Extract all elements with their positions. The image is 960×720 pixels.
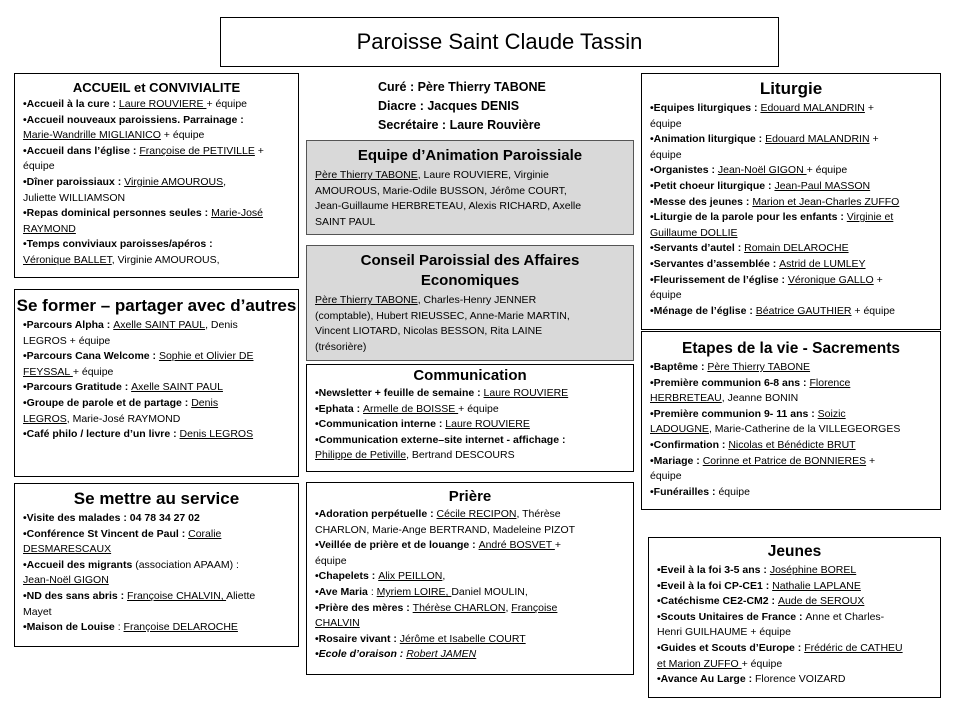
list-line bbox=[315, 402, 625, 418]
list-line bbox=[23, 253, 290, 269]
role-label: •Accueil dans l’église : bbox=[23, 144, 140, 157]
role-label: •Messe des jeunes : bbox=[650, 195, 753, 208]
list-line bbox=[315, 215, 625, 231]
person-name: Armelle de BOISSE bbox=[363, 402, 459, 415]
list-line bbox=[657, 641, 932, 657]
person-name: Sophie et Olivier DE bbox=[158, 350, 254, 363]
list-line bbox=[23, 542, 290, 558]
person-name: Denis bbox=[191, 396, 219, 409]
list-line bbox=[315, 340, 625, 356]
list-line bbox=[650, 454, 932, 470]
list-line bbox=[315, 585, 625, 601]
line-text: Mayet bbox=[23, 605, 52, 618]
list-line bbox=[23, 349, 290, 365]
role-label: •Parcours Gratitude : bbox=[23, 381, 132, 394]
person-name: Nicolas et Bénédicte BRUT bbox=[728, 438, 856, 451]
person-name: Virginie AMOUROUS bbox=[124, 175, 224, 188]
list-line bbox=[23, 222, 290, 238]
section-title: Equipe d’Animation Paroissiale bbox=[357, 147, 583, 164]
section-lines bbox=[657, 563, 932, 688]
line-text: équipe bbox=[650, 117, 682, 130]
role-label: •Repas dominical personnes seules : bbox=[23, 207, 212, 220]
section-title: Se former – partager avec d’autres bbox=[16, 296, 297, 315]
section-eap bbox=[306, 140, 634, 235]
person-name: Véronique GALLO bbox=[787, 273, 874, 286]
role-label: •Visite des malades : 04 78 34 27 02 bbox=[23, 512, 200, 524]
clergy-secretaire: Secrétaire : Laure Rouvière bbox=[378, 118, 541, 132]
line-text: équipe bbox=[23, 160, 55, 173]
line-text: Aliette bbox=[226, 589, 256, 602]
role-label: •Mariage : bbox=[650, 454, 703, 467]
person-name: Laure ROUVIERE bbox=[483, 387, 569, 399]
list-line bbox=[315, 293, 625, 309]
role-label: •Communication externe–site internet - affichage : bbox=[315, 433, 566, 446]
section-lines bbox=[23, 97, 290, 269]
section-title: Jeunes bbox=[767, 543, 822, 560]
page-title: Paroisse Saint Claude Tassin bbox=[356, 29, 643, 54]
list-line bbox=[23, 427, 290, 443]
section-etapes bbox=[641, 331, 941, 510]
line-text: + équipe bbox=[741, 657, 783, 670]
role-label: •Eveil à la foi CP-CE1 : bbox=[657, 579, 773, 592]
line-text: Juliette WILLIAMSON bbox=[23, 191, 126, 204]
section-title-line2: Economiques bbox=[420, 272, 520, 289]
role-label: •Rosaire vivant : bbox=[315, 632, 400, 645]
list-line bbox=[23, 237, 290, 253]
list-line bbox=[23, 380, 290, 396]
section-communication bbox=[306, 364, 634, 472]
list-line bbox=[650, 226, 932, 242]
list-line bbox=[650, 391, 932, 407]
person-name: Guillaume DOLLIE bbox=[650, 226, 738, 239]
role-label: •Catéchisme CE2-CM2 : bbox=[657, 595, 778, 608]
section-title: Liturgie bbox=[759, 79, 823, 98]
list-line bbox=[650, 438, 932, 454]
section-lines bbox=[315, 293, 625, 355]
person-name: Romain DELAROCHE bbox=[744, 242, 849, 255]
list-line bbox=[650, 132, 932, 148]
person-name: Françoise CHALVIN, bbox=[127, 589, 227, 602]
line-text: Anne et Charles- bbox=[805, 610, 885, 623]
role-label: •Ecole d’oraison : bbox=[315, 648, 407, 661]
person-name: Denis LEGROS bbox=[179, 428, 254, 441]
list-line bbox=[315, 616, 625, 632]
person-name: Marie-José bbox=[211, 207, 264, 220]
list-line bbox=[657, 563, 932, 579]
list-line bbox=[650, 257, 932, 273]
person-name: HERBRETEAU bbox=[650, 392, 722, 405]
list-line bbox=[650, 148, 932, 164]
line-text: + équipe bbox=[72, 365, 114, 378]
line-text: équipe bbox=[718, 485, 750, 498]
line-text: + bbox=[873, 273, 883, 286]
section-jeunes bbox=[648, 537, 941, 698]
clergy-diacre: Diacre : Jacques DENIS bbox=[378, 99, 520, 113]
line-text: , Laure ROUVIERE, Virginie bbox=[417, 169, 549, 181]
person-name: Edouard MALANDRIN bbox=[760, 102, 865, 114]
list-line bbox=[23, 620, 290, 636]
person-name: Virginie et bbox=[846, 211, 894, 224]
person-name: LEGROS bbox=[23, 412, 67, 425]
section-lines bbox=[315, 386, 625, 464]
line-text: : bbox=[370, 585, 377, 598]
list-line bbox=[315, 448, 625, 464]
line-text: , Marie-José RAYMOND bbox=[66, 412, 181, 425]
list-line bbox=[23, 159, 290, 175]
person-name: FEYSSAL bbox=[23, 365, 73, 378]
role-label: •Liturgie de la parole pour les enfants : bbox=[650, 211, 847, 224]
list-line bbox=[657, 657, 932, 673]
list-line bbox=[23, 605, 290, 621]
clergy-cure: Curé : Père Thierry TABONE bbox=[378, 80, 546, 94]
person-name: Jean-Noël GIGON bbox=[23, 574, 109, 587]
role-label: •Funérailles : bbox=[650, 485, 719, 498]
line-text: , Jeanne BONIN bbox=[721, 392, 799, 405]
list-line bbox=[650, 241, 932, 257]
person-name: Nathalie LAPLANE bbox=[772, 579, 861, 592]
line-text: équipe bbox=[315, 554, 347, 567]
role-label: •Ménage de l’église : bbox=[650, 304, 756, 317]
line-text: Florence VOIZARD bbox=[755, 673, 846, 686]
section-lines bbox=[23, 511, 290, 636]
line-text: , Virginie AMOUROUS, bbox=[111, 253, 220, 266]
role-label: •Adoration perpétuelle : bbox=[315, 508, 437, 520]
list-line bbox=[650, 101, 932, 117]
list-line bbox=[23, 573, 290, 589]
list-line bbox=[650, 195, 932, 211]
person-name: Père Thierry TABONE bbox=[707, 361, 811, 373]
list-line bbox=[315, 184, 625, 200]
person-name: Cécile RECIPON bbox=[436, 508, 517, 520]
list-line bbox=[23, 97, 290, 113]
list-line bbox=[650, 469, 932, 485]
section-title: Communication bbox=[413, 367, 527, 384]
role-label: •Chapelets : bbox=[315, 570, 379, 583]
list-line bbox=[650, 117, 932, 133]
role-label: •Newsletter + feuille de semaine : bbox=[315, 387, 484, 399]
line-text: + bbox=[866, 454, 876, 467]
line-text: AMOUROUS, Marie-Odile BUSSON, Jérôme COURT, bbox=[315, 184, 567, 197]
list-line bbox=[23, 113, 290, 129]
line-text: (association APAAM) : bbox=[135, 558, 239, 571]
role-label: •Organistes : bbox=[650, 164, 718, 177]
list-line bbox=[315, 601, 625, 617]
list-line bbox=[315, 386, 625, 402]
role-label: •Café philo / lecture d’un livre : bbox=[23, 428, 180, 441]
section-title: Etapes de la vie - Sacrements bbox=[682, 340, 900, 357]
line-text: + équipe bbox=[458, 402, 499, 415]
clergy-block bbox=[378, 78, 546, 135]
line-text: , Marie-Catherine de la VILLEGEORGES bbox=[708, 423, 901, 436]
person-name: Alix PEILLON bbox=[378, 570, 443, 583]
role-label: •Fleurissement de l’église : bbox=[650, 273, 788, 286]
line-text: + bbox=[254, 144, 264, 157]
list-line bbox=[23, 396, 290, 412]
person-name: Soizic bbox=[817, 407, 846, 420]
list-line bbox=[657, 579, 932, 595]
section-liturgie bbox=[641, 73, 941, 330]
person-name: Frédéric de CATHEU bbox=[804, 641, 903, 654]
line-text: , bbox=[442, 570, 446, 583]
list-line bbox=[315, 433, 625, 449]
line-text: + équipe bbox=[160, 129, 205, 142]
list-line bbox=[315, 309, 625, 325]
list-line bbox=[23, 527, 290, 543]
list-line bbox=[650, 485, 932, 501]
section-lines bbox=[650, 101, 932, 319]
role-label: •Accueil nouveaux paroissiens. Parrainage : bbox=[23, 113, 244, 126]
role-label: •Prière des mères : bbox=[315, 601, 413, 614]
line-text: , Charles-Henry JENNER bbox=[417, 294, 537, 306]
role-label: •Ephata : bbox=[315, 402, 364, 415]
person-name: Père Thierry TABONE bbox=[315, 169, 418, 181]
list-line bbox=[650, 407, 932, 423]
person-name: Philippe de Petiville bbox=[315, 449, 407, 462]
role-label: •Maison de Louise bbox=[23, 621, 118, 634]
role-label: •Dîner paroissiaux : bbox=[23, 175, 125, 188]
role-label: •Confirmation : bbox=[650, 438, 729, 451]
person-name: CHALVIN bbox=[315, 617, 360, 630]
section-se-former bbox=[14, 289, 299, 477]
list-line bbox=[650, 360, 932, 376]
list-line bbox=[23, 365, 290, 381]
role-label: •Parcours Cana Welcome : bbox=[23, 350, 159, 363]
role-label: •Eveil à la foi 3-5 ans : bbox=[657, 564, 770, 576]
person-name: et Marion ZUFFO bbox=[657, 657, 742, 670]
section-lines bbox=[650, 360, 932, 500]
list-line bbox=[657, 594, 932, 610]
line-text: (trésorière) bbox=[315, 340, 367, 353]
list-line bbox=[23, 191, 290, 207]
list-line bbox=[315, 417, 625, 433]
line-text: équipe bbox=[650, 289, 682, 302]
section-title: Prière bbox=[448, 488, 492, 505]
person-name: Axelle SAINT PAUL bbox=[113, 319, 206, 331]
list-line bbox=[650, 422, 932, 438]
line-text: + bbox=[864, 102, 874, 114]
section-title: ACCUEIL et CONVIVIALITE bbox=[72, 80, 241, 95]
person-name: Jean-Noël GIGON bbox=[717, 164, 807, 177]
person-name: Florence bbox=[809, 376, 851, 389]
role-label: •Première communion 9- 11 ans : bbox=[650, 407, 818, 420]
line-text: : bbox=[117, 621, 124, 634]
list-line bbox=[315, 324, 625, 340]
role-label: •Guides et Scouts d’Europe : bbox=[657, 641, 805, 654]
line-text: + équipe bbox=[851, 304, 895, 317]
list-line bbox=[315, 554, 625, 570]
role-label: •Baptême : bbox=[650, 361, 708, 373]
line-text: SAINT PAUL bbox=[315, 215, 376, 228]
person-name: Astrid de LUMLEY bbox=[779, 257, 866, 270]
list-line bbox=[650, 163, 932, 179]
list-line bbox=[23, 144, 290, 160]
person-name: Françoise DELAROCHE bbox=[123, 621, 238, 634]
person-name: RAYMOND bbox=[23, 222, 76, 235]
line-text: , bbox=[223, 175, 227, 188]
role-label: •Petit choeur liturgique : bbox=[650, 179, 775, 192]
person-name: Françoise bbox=[511, 601, 558, 614]
role-label: •Servantes d’assemblée : bbox=[650, 257, 780, 270]
line-text: Jean-Guillaume HERBRETEAU, Alexis RICHARD, Axelle bbox=[315, 200, 582, 213]
person-name: Françoise de PETIVILLE bbox=[139, 144, 255, 157]
list-line bbox=[650, 304, 932, 320]
section-accueil bbox=[14, 73, 299, 278]
person-name: Véronique BALLET bbox=[23, 253, 112, 266]
list-line bbox=[650, 179, 932, 195]
person-name: Béatrice GAUTHIER bbox=[755, 304, 852, 317]
person-name: Coralie bbox=[188, 527, 222, 540]
list-line bbox=[650, 376, 932, 392]
list-line bbox=[315, 168, 625, 184]
person-name: Père Thierry TABONE bbox=[315, 294, 418, 306]
role-label: •Ave Maria bbox=[315, 585, 371, 598]
person-name: Myriem LOIRE, bbox=[376, 585, 452, 598]
role-label: •Première communion 6-8 ans : bbox=[650, 376, 810, 389]
line-text: + équipe bbox=[806, 164, 848, 177]
line-text: (comptable), Hubert RIEUSSEC, Anne-Marie MARTIN, bbox=[315, 309, 570, 322]
person-name: Joséphine BOREL bbox=[769, 564, 857, 576]
line-text: , bbox=[505, 601, 512, 614]
line-text: , Denis bbox=[205, 319, 238, 331]
list-line bbox=[315, 647, 625, 663]
page-title-box bbox=[220, 17, 779, 67]
section-lines bbox=[315, 168, 625, 230]
list-line bbox=[657, 625, 932, 641]
list-line bbox=[315, 632, 625, 648]
list-line bbox=[23, 511, 290, 527]
list-line bbox=[315, 538, 625, 554]
role-label: •Servants d’autel : bbox=[650, 242, 745, 255]
line-text: Henri GUILHAUME + équipe bbox=[657, 626, 791, 639]
line-text: + bbox=[554, 539, 561, 552]
role-label: •Animation liturgique : bbox=[650, 133, 766, 146]
person-name: LADOUGNE bbox=[650, 423, 709, 436]
section-priere bbox=[306, 482, 634, 675]
person-name: Axelle SAINT PAUL bbox=[131, 381, 223, 394]
section-service bbox=[14, 483, 299, 647]
person-name: Aude de SEROUX bbox=[777, 595, 865, 608]
list-line bbox=[315, 507, 625, 523]
role-label: •Accueil à la cure : bbox=[23, 98, 119, 110]
line-text: , Thérèse bbox=[516, 508, 561, 520]
line-text: + équipe bbox=[206, 98, 248, 110]
list-line bbox=[23, 412, 290, 428]
list-line bbox=[650, 273, 932, 289]
role-label: •Equipes liturgiques : bbox=[650, 102, 761, 114]
line-text: + bbox=[869, 133, 879, 146]
list-line bbox=[23, 334, 290, 350]
list-line bbox=[315, 569, 625, 585]
role-label: •ND des sans abris : bbox=[23, 589, 128, 602]
line-text: CHARLON, Marie-Ange BERTRAND, Madeleine PIZOT bbox=[315, 523, 576, 536]
list-line bbox=[315, 199, 625, 215]
person-name: Edouard MALANDRIN bbox=[765, 133, 870, 146]
person-name: Jean-Paul MASSON bbox=[774, 179, 871, 192]
list-line bbox=[657, 672, 932, 688]
person-name: Thérèse CHARLON bbox=[412, 601, 506, 614]
line-text: , Bertrand DESCOURS bbox=[406, 449, 515, 462]
list-line bbox=[23, 128, 290, 144]
person-name: Jérôme et Isabelle COURT bbox=[399, 632, 526, 645]
person-name: Corinne et Patrice de BONNIERES bbox=[702, 454, 867, 467]
role-label: •Avance Au Large : bbox=[657, 673, 756, 686]
section-lines bbox=[315, 507, 625, 663]
line-text: équipe bbox=[650, 148, 682, 161]
list-line bbox=[650, 210, 932, 226]
role-label: •Groupe de parole et de partage : bbox=[23, 396, 192, 409]
section-title-line1: Conseil Paroissial des Affaires bbox=[360, 252, 580, 269]
line-text: équipe bbox=[650, 470, 682, 483]
list-line bbox=[315, 523, 625, 539]
line-text: Daniel MOULIN, bbox=[451, 585, 528, 598]
role-label: •Temps conviviaux paroisses/apéros : bbox=[23, 238, 213, 251]
role-label: •Communication interne : bbox=[315, 418, 446, 431]
role-label: •Scouts Unitaires de France : bbox=[657, 610, 806, 623]
person-name: Marion et Jean-Charles ZUFFO bbox=[752, 195, 900, 208]
person-name: André BOSVET bbox=[478, 539, 555, 552]
list-line bbox=[23, 318, 290, 334]
person-name: Marie-Wandrille MIGLIANICO bbox=[23, 129, 161, 142]
role-label: •Accueil des migrants bbox=[23, 558, 136, 571]
section-lines bbox=[23, 318, 290, 443]
list-line bbox=[23, 558, 290, 574]
list-line bbox=[23, 589, 290, 605]
list-line bbox=[23, 175, 290, 191]
person-name: Robert JAMEN bbox=[406, 648, 477, 661]
section-title: Se mettre au service bbox=[73, 489, 240, 508]
line-text: LEGROS + équipe bbox=[23, 334, 111, 347]
list-line bbox=[650, 288, 932, 304]
role-label: •Parcours Alpha : bbox=[23, 319, 114, 331]
person-name: Laure ROUVIERE bbox=[118, 98, 207, 110]
section-cpae bbox=[306, 245, 634, 361]
list-line bbox=[23, 206, 290, 222]
person-name: Laure ROUVIERE bbox=[445, 418, 530, 431]
list-line bbox=[657, 610, 932, 626]
role-label: •Veillée de prière et de louange : bbox=[315, 539, 479, 552]
person-name: DESMARESCAUX bbox=[23, 543, 112, 556]
role-label: •Conférence St Vincent de Paul : bbox=[23, 527, 189, 540]
line-text: Vincent LIOTARD, Nicolas BESSON, Rita LAINE bbox=[315, 325, 543, 338]
